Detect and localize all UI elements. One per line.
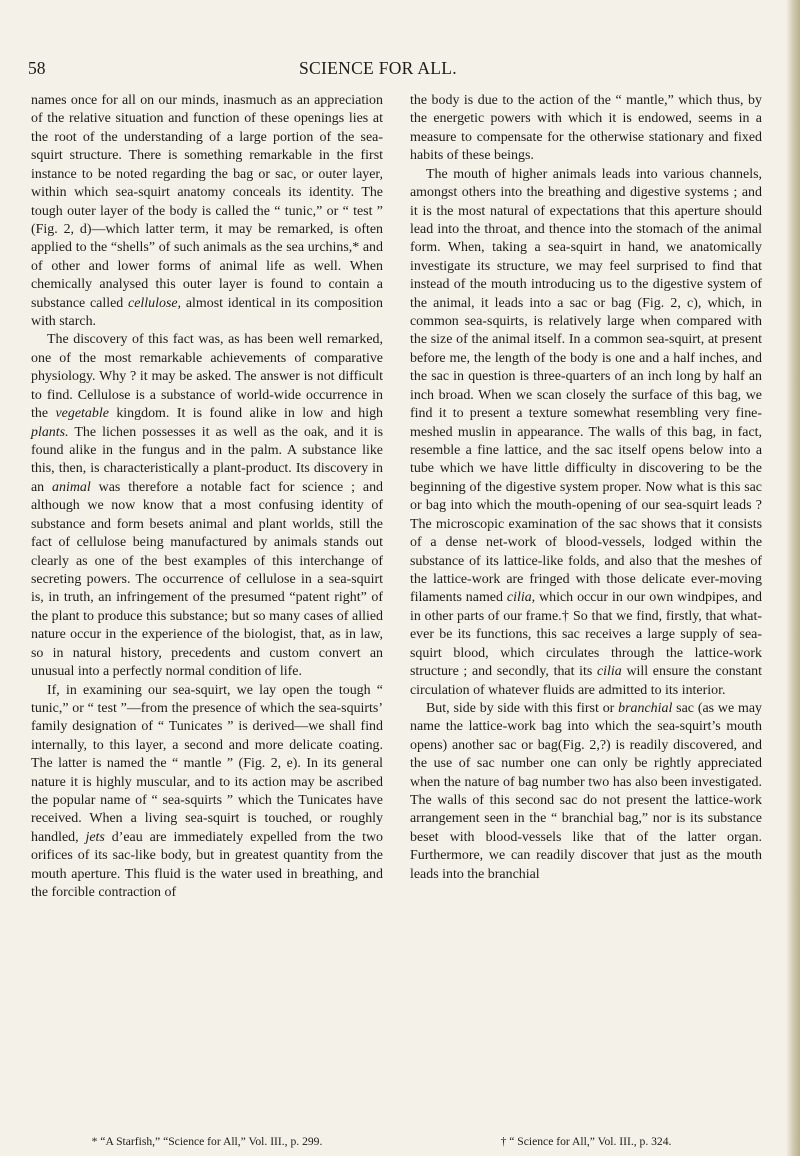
- footnote-left: * “A Starfish,” “Science for All,” Vol. III., p. 299.: [91, 1135, 323, 1148]
- footnote-right: † “ Science for All,” Vol. III., p. 324.: [500, 1135, 672, 1148]
- paragraph: But, side by side with this first or branchial sac (as we may name the lattice-work bag into which the sea-squirt’s mouth opens) another sac or bag(Fig. 2,?) is readily discovered, and the use of sac number one can only be rightly appreciated when the nature of bag number two has also been investigated. The walls of this second sac do not present the lattice-work arrangement seen in the “ branchial bag,” nor is its substance beset with blood-vessels like that of the latter organ. Furthermore, we can readily discover that just as the mouth leads into the branchial: [410, 700, 762, 882]
- page-header: [28, 58, 728, 82]
- paragraph: the body is due to the action of the “ mantle,” which thus, by the energetic powers with which it is endowed, seems in a measure to compensate for the otherwise stationary and fixed habits of these beings.: [410, 93, 762, 164]
- paragraph: The discovery of this fact was, as has been well remarked, one of the most remarkable achievements of comparative physiology. Why ? it may be asked. The answer is not difficult to find. Cellulose is a substance of world-wide occurrence in the vegetable kingdom. It is found alike in low and high plants. The lichen possesses it as well as the oak, and it is found alike in the fungus and in the palm. A substance like this, then, is characteristically a plant-product. Its discovery in an animal was therefore a notable fact for science ; and although we now know that a most confusing identity of substance and form besets animal and plant worlds, still the fact of cellulose being manufactured by animals stands out clearly as one of the best examples of this interchange of secreting powers. The occurrence of cellulose in a sea-squirt is, in truth, an infringement of the presumed “patent right” of the plant to produce this substance; but so many cases of allied nature occur in the experience of the biologist, that, as in law, so in natural history, precedents and custom convert an unusual into a perfectly normal condition of life.: [31, 332, 384, 680]
- paragraph: names once for all on our minds, inasmuch as an appreciation of the relative situation and function of these openings lies at the root of the understanding of a large portion of the sea-squirt structure. There is something remarkable in the first instance to be noted regarding the bag or sac, or outer layer, within which sea-squirt anatomy conceals its identity. The tough outer layer of the body is called the “ tunic,” or “ test ” (Fig. 2, d)—which latter term, it may be remarked, is often applied to the “shells” of such animals as the sea urchins,* and of other and lower forms of animal life as well. When chemically analysed this outer layer is found to contain a substance called cellulose, almost identical in its composition with starch.: [31, 93, 383, 330]
- page-number: 58: [28, 58, 46, 78]
- page-edge-shadow: [786, 0, 800, 1156]
- right-column: [410, 92, 762, 884]
- running-head: SCIENCE FOR ALL.: [299, 58, 457, 78]
- left-column: [31, 92, 383, 903]
- paragraph: The mouth of higher animals leads into various channels, amongst others into the breathing and digestive systems ; and it is the most natural of expectations that this aperture should lead into the throat, and thence into the stomach of the animal form. When, taking a sea-squirt in hand, we anatomically investigate its structure, we may feel surprised to find that instead of the mouth introducing us to the digestive system of the animal, it leads into a sac or bag (Fig. 2, c), which, in common sea-squirts, is relatively large when compared with the size of the animal itself. In a common sea-squirt, at present before me, the length of the body is one and a half inches, and the sac in question is three-quarters of an inch long by half an inch broad. When we scan closely the surface of this bag, we find it to present a texture somewhat resembling very fine-meshed muslin in appearance. The walls of this bag, in fact, resemble a fine lattice, and the sac itself opens below into a tube which we have little difficulty in discovering to be the beginning of the digestive system proper. Now what is this sac or bag into which the mouth-opening of our sea-squirt leads ? The microscopic examination of the sac shows that it consists of a dense net-work of blood-vessels, lodged within the substance of its lattice-like folds, and also that the meshes of the lattice-work are fringed with those delicate ever-moving filaments named cilia, which occur in our own windpipes, and in other parts of our frame.† So that we find, firstly, that whatever be its functions, this sac receives a large supply of sea-squirt blood, which circulates through the lattice-work structure ; and secondly, that its cilia will ensure the constant circulation of whatever fluids are admitted to its interior.: [410, 166, 763, 698]
- paragraph: If, in examining our sea-squirt, we lay open the tough “ tunic,” or “ test ”—from the presence of which the sea-squirts’ family designation of “ Tunicates ” is derived—we shall find internally, to this layer, a second and more delicate coating. The latter is named the “ mantle ” (Fig. 2, e). In its general nature it is highly muscular, and to its action may be ascribed the popular name of “ sea-squirts ” which the Tunicates have received. When a living sea-squirt is touched, or roughly handled, jets d’eau are immediately expelled from the two orifices of its sac-like body, but in greatest quantity from the mouth aperture. This fluid is the water used in breathing, and the forcible contraction of: [31, 682, 383, 901]
